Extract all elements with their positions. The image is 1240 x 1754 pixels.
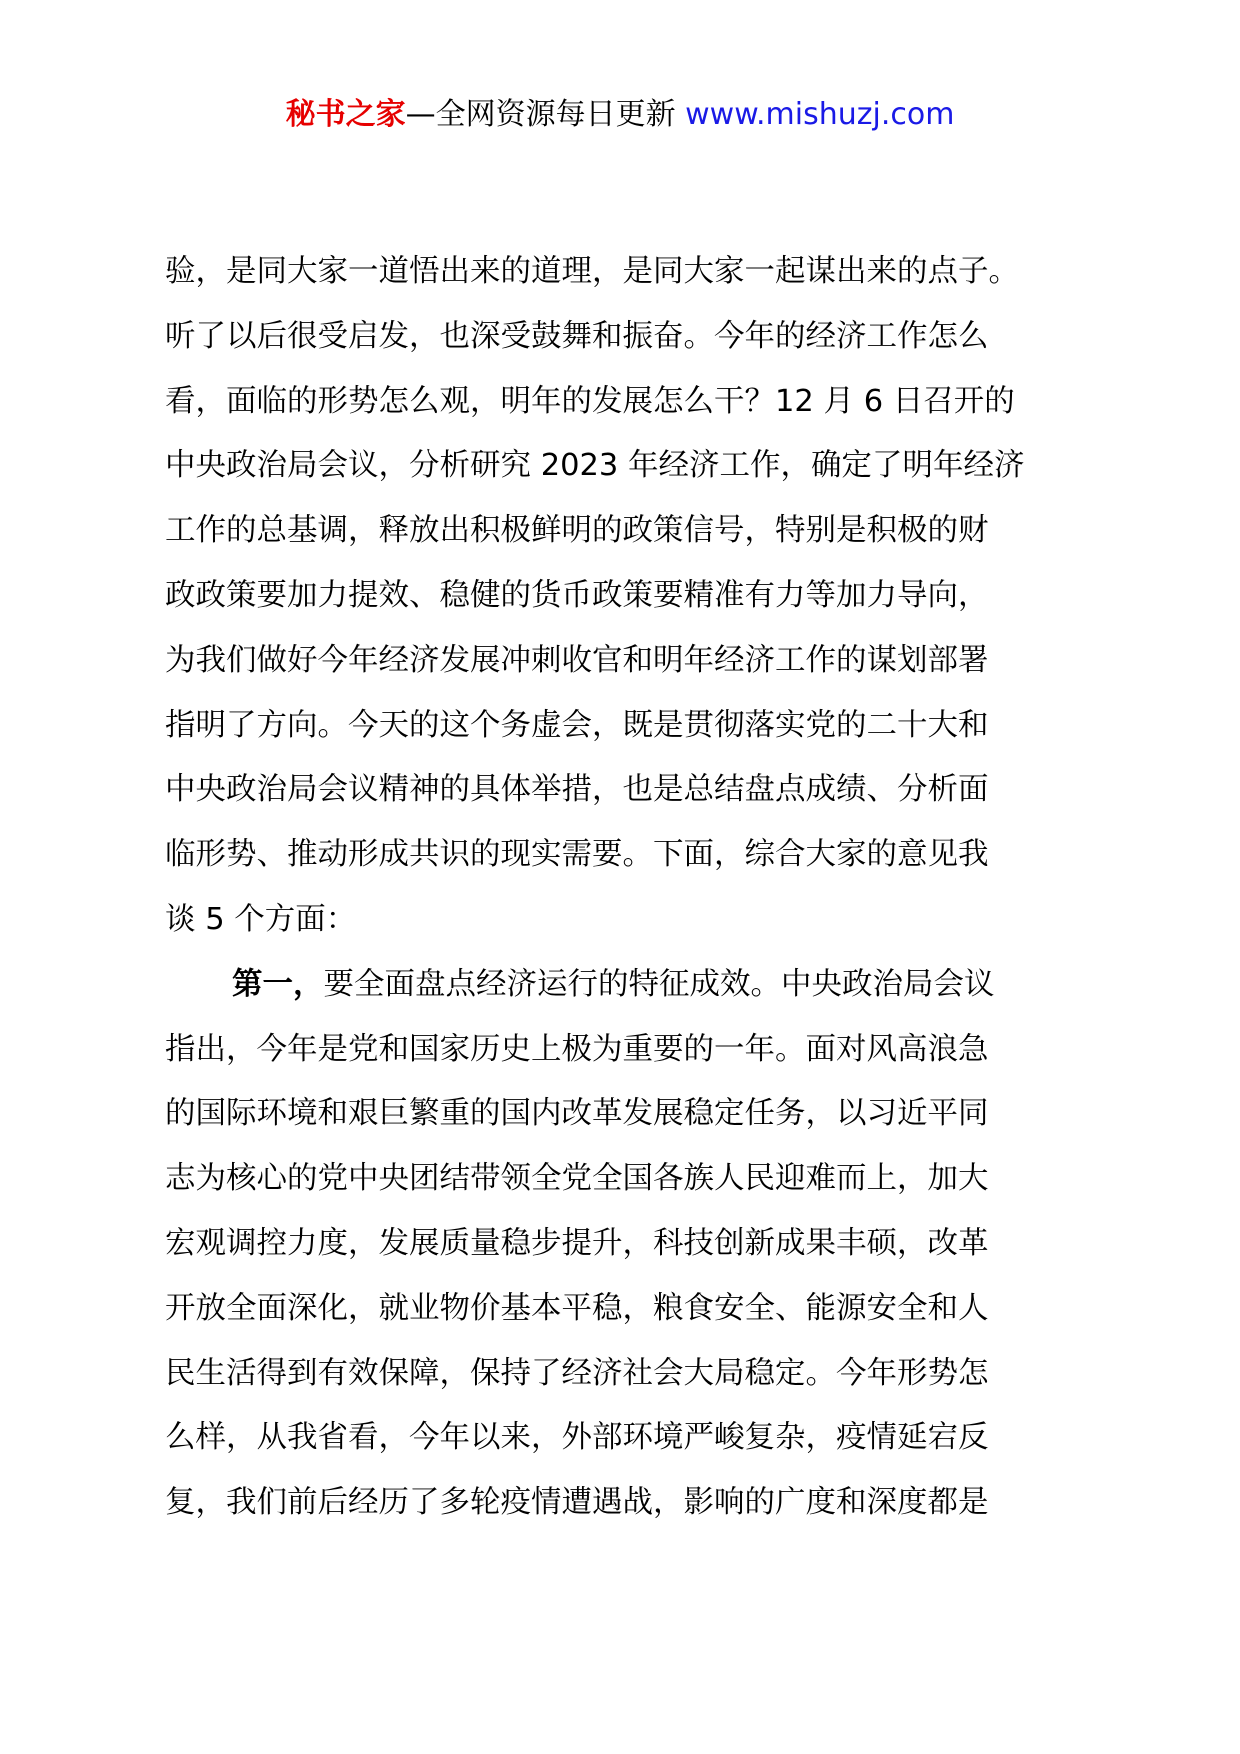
text-line: 指明了方向。今天的这个务虚会，既是贯彻落实党的二十大和 xyxy=(165,707,989,743)
text-line: 政政策要加力提效、稳健的货币政策要精准有力等加力导向， xyxy=(165,577,989,613)
text-line: 看，面临的形势怎么观，明年的发展怎么干？12 月 6 日召开的 xyxy=(165,383,1015,419)
text-line: 么样，从我省看，今年以来，外部环境严峻复杂，疫情延宕反 xyxy=(165,1420,989,1456)
site-brand: 秘书之家 xyxy=(285,97,406,132)
text-line: 指出，今年是党和国家历史上极为重要的一年。面对风高浪急 xyxy=(165,1031,989,1067)
document-body xyxy=(165,240,1090,1536)
text-line: 的国际环境和艰巨繁重的国内改革发展稳定任务，以习近平同 xyxy=(165,1096,989,1132)
text-line: 谈 5 个方面： xyxy=(165,901,357,937)
text-line: 临形势、推动形成共识的现实需要。下面，综合大家的意见我 xyxy=(165,837,989,873)
section-one-first-text: 要全面盘点经济运行的特征成效。中央政治局会议 xyxy=(323,966,995,1002)
site-url-link[interactable]: www.mishuzj.com xyxy=(685,97,955,132)
text-line: 验，是同大家一道悟出来的道理，是同大家一起谋出来的点子。 xyxy=(165,254,1019,289)
text-line: 听了以后很受启发，也深受鼓舞和振奋。今年的经济工作怎么 xyxy=(165,318,989,354)
text-line: 为我们做好今年经济发展冲刺收官和明年经济工作的谋划部署 xyxy=(165,642,989,678)
text-line: 宏观调控力度，发展质量稳步提升，科技创新成果丰硕，改革 xyxy=(165,1225,989,1261)
site-tagline: —全网资源每日更新 xyxy=(405,97,676,132)
section-one-lead: 第一， xyxy=(232,966,324,1002)
text-line: 开放全面深化，就业物价基本平稳，粮食安全、能源安全和人 xyxy=(165,1290,989,1326)
text-line: 工作的总基调，释放出积极鲜明的政策信号，特别是积极的财 xyxy=(165,513,989,549)
site-header xyxy=(0,95,1240,135)
text-line: 中央政治局会议精神的具体举措，也是总结盘点成绩、分析面 xyxy=(165,772,989,808)
text-line: 中央政治局会议，分析研究 2023 年经济工作，确定了明年经济 xyxy=(165,448,1025,484)
text-line: 民生活得到有效保障，保持了经济社会大局稳定。今年形势怎 xyxy=(165,1355,989,1391)
section-one-heading-line xyxy=(165,953,1090,1018)
text-line: 志为核心的党中央团结带领全党全国各族人民迎难而上，加大 xyxy=(165,1161,989,1197)
text-line: 复，我们前后经历了多轮疫情遭遇战，影响的广度和深度都是 xyxy=(165,1485,989,1521)
